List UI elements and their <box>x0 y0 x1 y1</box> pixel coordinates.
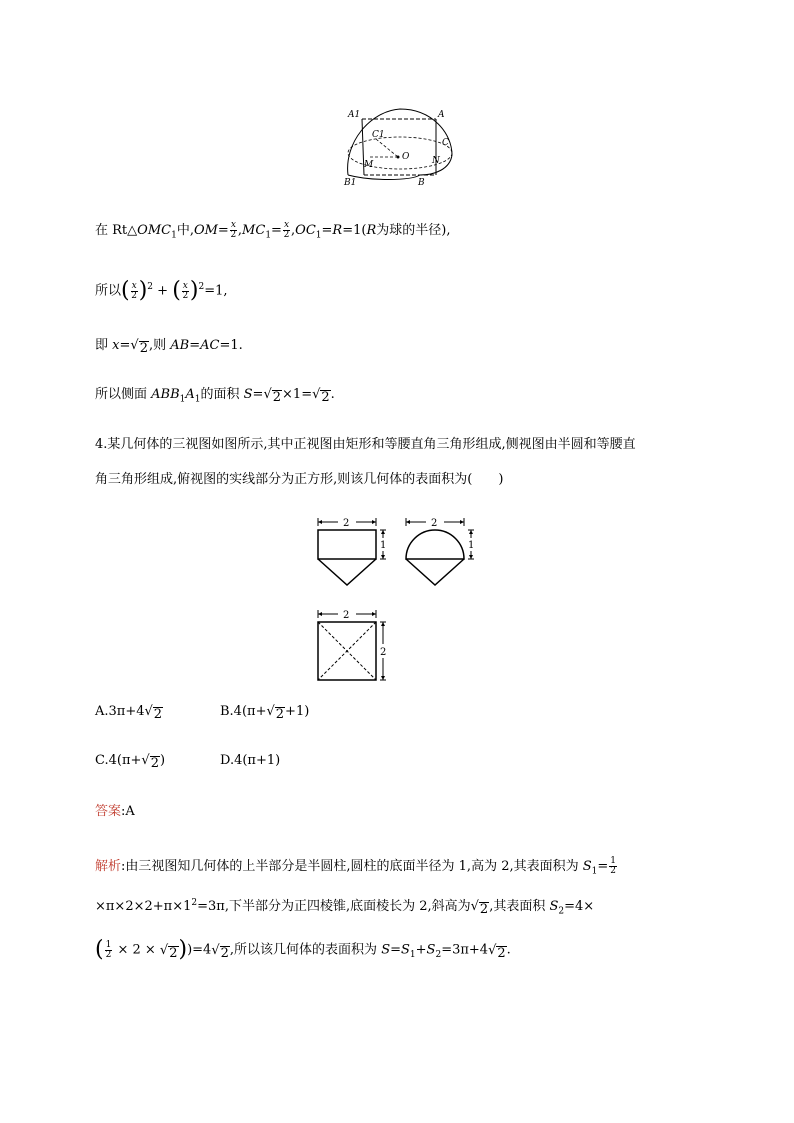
top-dim-2: 2 <box>343 610 350 621</box>
label-O: O <box>402 152 410 162</box>
analysis-line-2: $\times\pi\times 2\times 2+\pi\times 1^2=3\pi$,下半部分为正四棱锥,底面棱长为 2,斜高为 √ 2 ,其表面积 $S_2=4\times$ <box>95 898 595 917</box>
front-dim-2: 2 <box>343 518 350 529</box>
analysis-label: 解析 <box>95 859 122 874</box>
solution-line-1: 在 $Rt\triangle OMC_1$中,OM= $\frac{x}{2}$ $,MC_1=$ $\frac{x}{2}$ $,OC_1=R=1(R$为球的半径), <box>95 220 451 241</box>
label-A1: A1 <box>348 110 361 120</box>
question-line-1: 4.某几何体的三视图如图所示,其中正视图由矩形和等腰直角三角形组成,侧视图由半圆和等腰直 <box>95 437 636 452</box>
label-B: B <box>418 178 425 188</box>
side-view <box>398 514 480 588</box>
hemisphere-figure <box>340 103 460 189</box>
option-a: A.3π+4 √ 2 <box>95 704 163 722</box>
solution-line-3: 即 x= √ 2 ,则 AB=AC=1. <box>95 338 243 356</box>
front-view <box>312 514 394 588</box>
label-C1: C1 <box>372 130 385 140</box>
top-view <box>312 606 396 686</box>
answer-label: 答案 <box>95 804 122 819</box>
analysis-line-3: ( $\frac{1}{2}$ × 2 × √ 2 ))=4 √ 2 ,所以该几何体的表面积为 $S=S_1+S_2=3\pi+4$ √ 2 . <box>95 937 511 962</box>
answer-value: A <box>125 804 135 819</box>
label-M: M <box>364 160 374 170</box>
option-d: D.4(π+1) <box>220 753 281 768</box>
solution-line-4: 所以侧面 $ABB_1A_1$的面积 S= √ 2 ×1= √ 2 . <box>95 387 335 405</box>
question-line-2: 角三角形组成,俯视图的实线部分为正方形,则该几何体的表面积为( ) <box>95 472 504 487</box>
label-C: C <box>442 138 449 148</box>
label-A: A <box>438 110 445 120</box>
label-B1: B1 <box>344 178 357 188</box>
front-dim-1: 1 <box>380 540 387 551</box>
top-dim-2-vertical: 2 <box>380 647 387 658</box>
answer: 答案:A <box>95 804 135 819</box>
analysis-line-1: 解析:由三视图知几何体的上半部分是半圆柱,圆柱的底面半径为 1,高为 2,其表面积为 $S_1=$ $\frac{1}{2}$ <box>95 856 617 877</box>
side-dim-2: 2 <box>431 518 438 529</box>
side-dim-1: 1 <box>468 540 475 551</box>
label-N: N <box>432 156 440 166</box>
option-b: B.4(π+ √ 2 +1) <box>220 704 310 722</box>
solution-line-2: 所以( $\frac{x}{2}$ )$^2$ + ( $\frac{x}{2}$ )$^2$=1, <box>95 278 228 303</box>
option-c: C.4(π+ √ 2 ) <box>95 753 166 771</box>
